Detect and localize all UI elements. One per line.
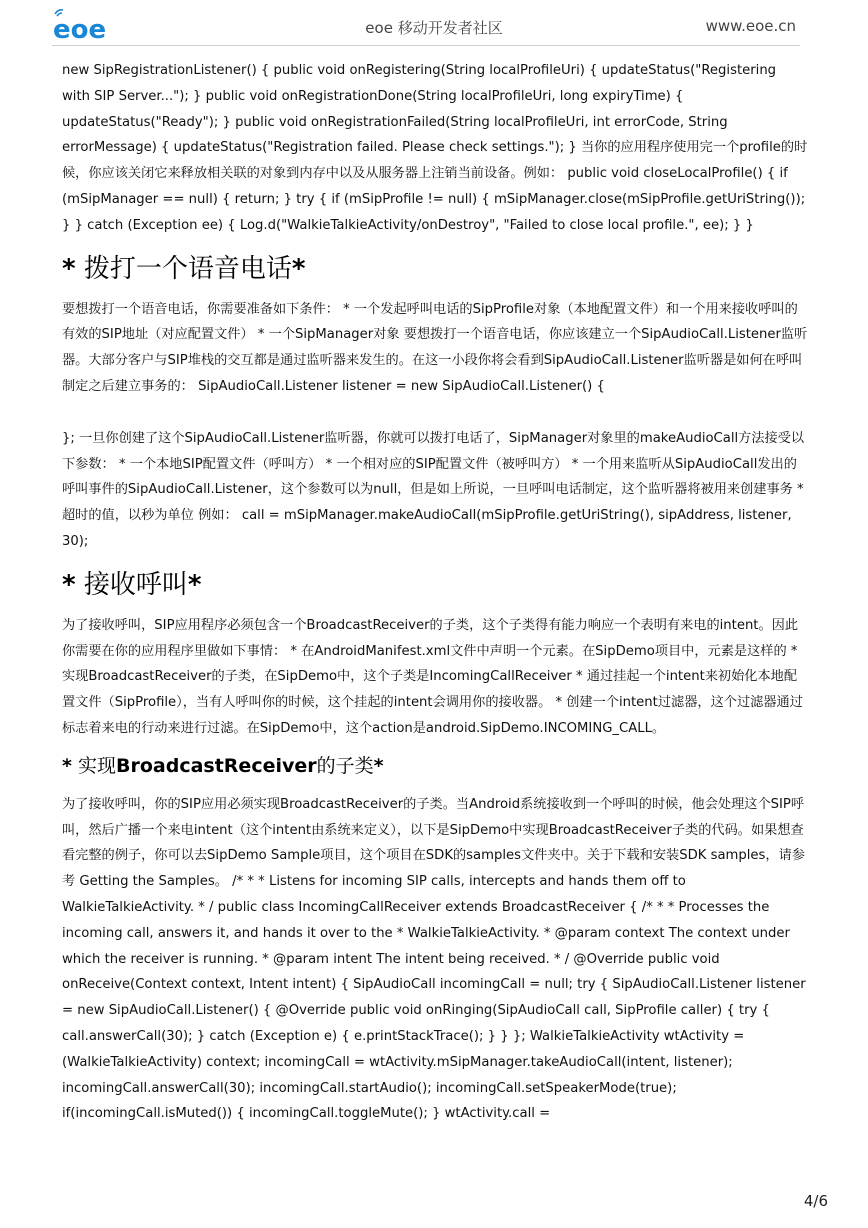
logo-text: eoe (53, 15, 107, 42)
site-title: eoe 移动开发者社区 (365, 19, 503, 37)
paragraph-registration-listener: new SipRegistrationListener() { public void onRegistering(String localProfileUri) { updateStatus("Registering with SIP Server..."); } public void onRegistrationDone(String localProfileUri, long expiryTime) { updateStatus("Ready"); } public void onRegistrationFailed(String localProfileUri, int errorCode, String errorMessage) { updateStatus("Registration failed. Please check settings."); } 当你的应用程序使用完一个profile的时候，你应该关闭它来释放相关联的对象到内存中以及从服务器上注销当前设备。例如： public void closeLocalProfile() { if (mSipManager == null) { return; } try { if (mSipProfile != null) { mSipManager.close(mSipProfile.getUriString()); } } catch (Exception ee) { Log.d("WalkieTalkieActivity/onDestroy", "Failed to close local profile.", ee); } } (62, 63, 808, 233)
paragraph-make-call: 要想拨打一个语音电话，你需要准备如下条件： * 一个发起呼叫电话的SipProfile对象（本地配置文件）和一个用来接收呼叫的有效的SIP地址（对应配置文件） * 一个SipManager对象 要想拨打一个语音电话，你应该建立一个SipAudioCall.Listener监听器。大部分客户与SIP堆栈的交互都是通过监听器来发生的。在这一小段你将会看到SipAudioCall.Listener监听器是如何在呼叫制定之后建立事务的： SipAudioCall.Listener listener = new SipAudioCall.Listener() { (62, 301, 808, 394)
heading-receive-call: * 接收呼叫* (62, 569, 202, 600)
site-url: www.eoe.cn (705, 17, 796, 35)
heading-make-call: * 拨打一个语音电话* (62, 253, 306, 284)
page-header (0, 0, 868, 50)
paragraph-implement-receiver: 为了接收呼叫，你的SIP应用必须实现BroadcastReceiver的子类。当Android系统接收到一个呼叫的时候，他会处理这个SIP呼叫，然后广播一个来电intent（这个intent由系统来定义），以下是SipDemo中实现BroadcastReceiver子类的代码。如果想查看完整的例子，你可以去SipDemo Sample项目，这个项目在SDK的samples文件夹中。关于下载和安装SDK samples，请参考 Getting the Samples。 /* * * Listens for incoming SIP calls, intercepts and hands them off to WalkieTalkieActivity. * / public class IncomingCallReceiver extends BroadcastReceiver { /* * * Processes the incoming call, answers it, and hands it over to the * WalkieTalkieActivity. * @param context The context under which the receiver is running. * @param intent The intent being received. * / @Override public void onReceive(Context context, Intent intent) { SipAudioCall incomingCall = null; try { SipAudioCall.Listener listener = new SipAudioCall.Listener() { @Override public void onRinging(SipAudioCall call, SipProfile caller) { try { call.answerCall(30); } catch (Exception e) { e.printStackTrace(); } } }; WalkieTalkieActivity wtActivity = (WalkieTalkieActivity) context; incomingCall = wtActivity.mSipManager.takeAudioCall(intent, listener); incomingCall.answerCall(30); incomingCall.startAudio(); incomingCall.setSpeakerMode(true); if(incomingCall.isMuted()) { incomingCall.toggleMute(); } wtActivity.call = (62, 796, 806, 1122)
page-content (62, 58, 808, 1127)
header-divider (52, 45, 800, 46)
paragraph-receive-call: 为了接收呼叫，SIP应用程序必须包含一个BroadcastReceiver的子类，这个子类得有能力响应一个表明有来电的intent。因此你需要在你的应用程序里做如下事情： * 在AndroidManifest.xml文件中声明一个元素。在SipDemo项目中，元素是这样的 * 实现BroadcastReceiver的子类，在SipDemo中，这个子类是IncomingCallReceiver * 通过挂起一个intent来初始化本地配置文件（SipProfile），当有人呼叫你的时候，这个挂起的intent会调用你的接收器。 * 创建一个intent过滤器，这个过滤器通过标志着来电的行动来进行过滤。在SipDemo中，这个action是android.SipDemo.INCOMING_CALL。 (62, 617, 803, 736)
heading-implement-receiver: * 实现BroadcastReceiver的子类* (62, 754, 384, 777)
paragraph-make-audio-call: }; 一旦你创建了这个SipAudioCall.Listener监听器，你就可以拨打电话了，SipManager对象里的makeAudioCall方法接受以下参数： * 一个本地SIP配置文件（呼叫方） * 一个相对应的SIP配置文件（被呼叫方） * 一个用来监听从SipAudioCall发出的呼叫事件的SipAudioCall.Listener，这个参数可以为null，但是如上所说，一旦呼叫电话制定，这个监听器将被用来创建事务 * 超时的值，以秒为单位 例如： call = mSipManager.makeAudioCall(mSipProfile.getUriString(), sipAddress, listener, 30); (62, 430, 805, 549)
page-number: 4/6 (803, 1192, 828, 1210)
blank-gap (62, 400, 808, 426)
